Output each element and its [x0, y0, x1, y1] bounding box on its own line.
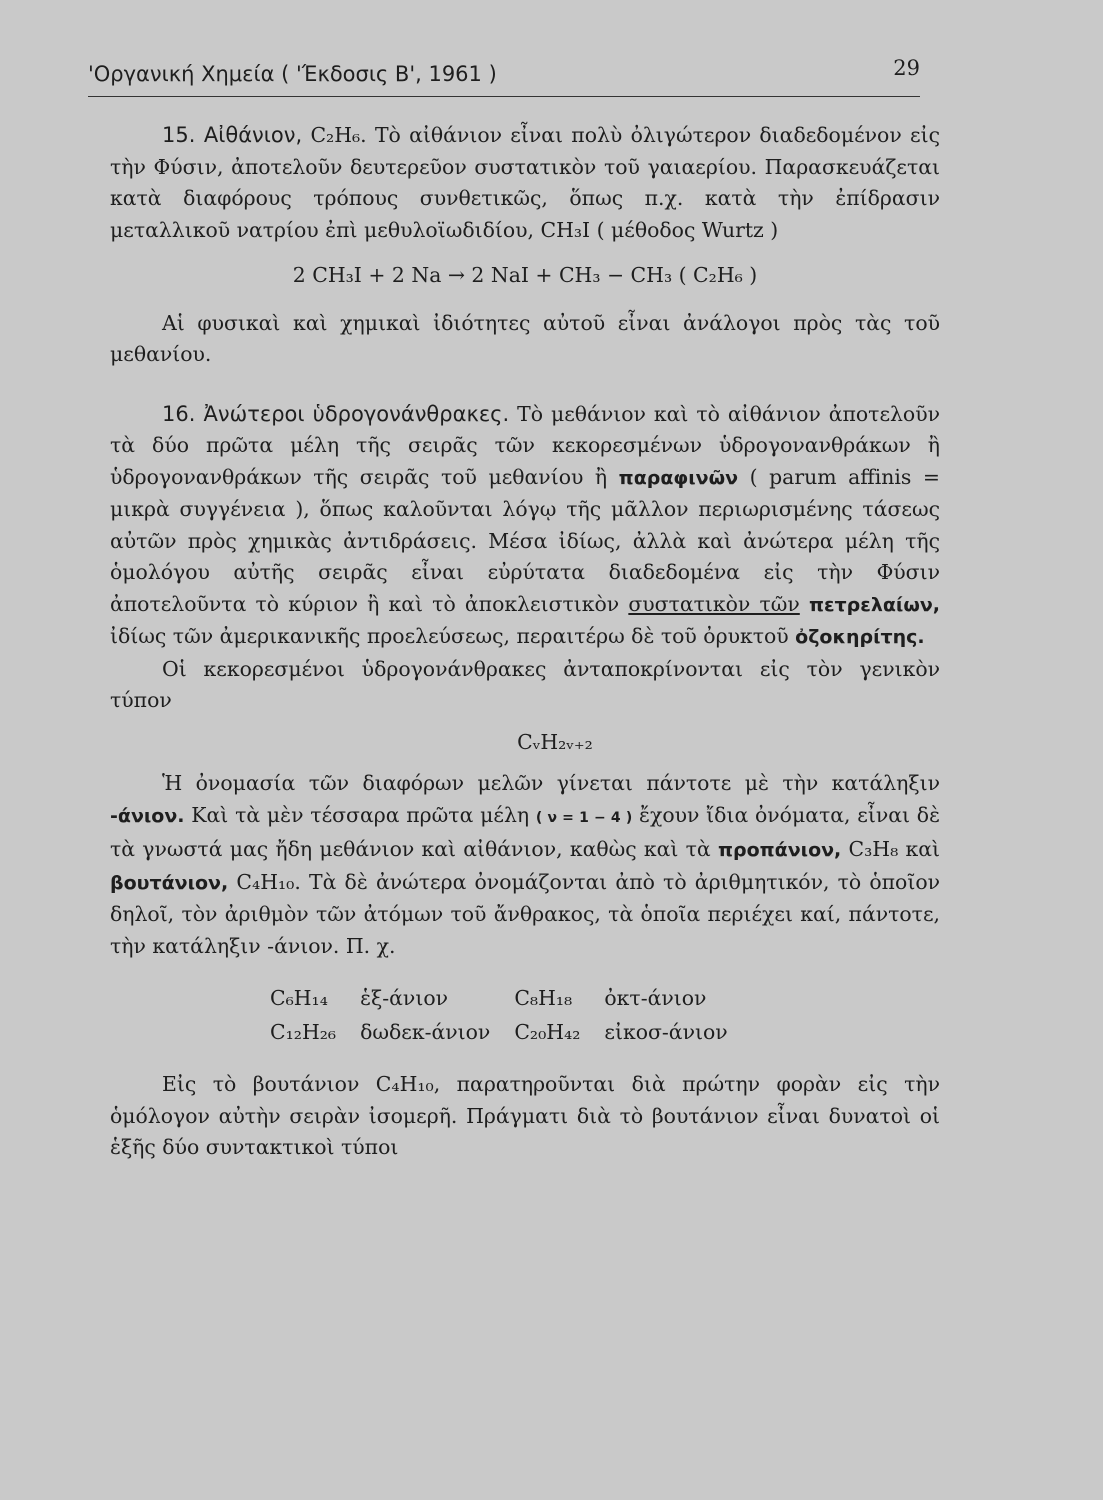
section-15-heading: 15. Αἰθάνιον, — [162, 123, 303, 147]
propane-formula: C₃H₈ — [848, 837, 899, 861]
name-cell: δωδεκ-άνιον — [360, 1019, 491, 1044]
name-cell: ὀκτ-άνιον — [604, 986, 707, 1010]
section-15-closing: Αἱ φυσικαὶ καὶ χημικαὶ ἰδιότητες αὐτοῦ εἶναι ἀνάλογοι πρὸς τὰς τοῦ μεθανίου. — [110, 310, 940, 366]
term-butane: βουτάνιον, — [110, 871, 229, 894]
term-propane: προπάνιον, — [717, 839, 842, 861]
term-suffix-anion: -άνιον. — [110, 804, 185, 827]
section-16-text-3: ἰδίως τῶν ἀμερικανικῆς προελεύσεως, περαιτέρω δὲ τοῦ ὀρυκτοῦ — [110, 624, 789, 648]
range-note: ( ν = 1 − 4 ) — [535, 809, 633, 826]
general-type-paragraph: Οἱ κεκορεσμένοι ὑδρογονάνθρακες ἀνταποκρίνονται εἰς τὸν γενικὸν τύπον — [110, 656, 940, 712]
term-paraffins: παραφινῶν — [618, 466, 739, 489]
name-cell: εἰκοσ-άνιον — [604, 1019, 728, 1044]
general-formula: CᵥH₂ᵥ₊₂ — [517, 729, 593, 754]
formula-cell: C₈H₁₈ — [514, 986, 573, 1010]
formula-cell: C₁₂H₂₆ — [270, 1019, 337, 1044]
section-16-heading: 16. Ἀνώτεροι ὑδρογονάνθρακες. — [162, 401, 510, 426]
formula-cell: C₂₀H₄₂ — [514, 1019, 581, 1044]
header-title: 'Οργανική Χημεία ( 'Έκδοσις Β', 1961 ) — [88, 62, 497, 86]
butane-formula: C₄H₁₀. — [236, 869, 301, 894]
alkane-names-table — [270, 982, 752, 1049]
name-cell: ἑξ-άνιον — [360, 986, 448, 1010]
wurtz-equation: 2 CH₃I + 2 Na → 2 NaI + CH₃ − CH₃ ( C₂H₆ ) — [292, 263, 758, 287]
ethane-formula: C₂H₆. — [310, 123, 367, 147]
naming-paragraph — [110, 768, 940, 962]
butane-isomers-paragraph: Εἰς τὸ βουτάνιον C₄H₁₀, παρατηροῦνται διὰ πρώτην φορὰν εἰς τὴν ὁμόλογον αὐτὴν σειρὰν ἰσομερῆ. Πράγματι διὰ τὸ βουτάνιον εἶναι δυνατοὶ οἱ ἑξῆς δύο συντακτικοὶ τύποι — [110, 1072, 940, 1159]
running-header — [88, 56, 920, 97]
term-ozokerite: ὀζοκηρίτης. — [795, 626, 925, 648]
term-petroleum: πετρελαίων, — [808, 593, 940, 616]
underlined-phrase: συστατικὸν τῶν — [628, 591, 800, 616]
main-text — [110, 120, 940, 1164]
page-number: 29 — [893, 56, 920, 80]
naming-text-4: Τὰ δὲ ἀνώτερα ὀνομάζονται ἀπὸ τὸ ἀριθμητικόν, τὸ ὁποῖον δηλοῖ, τὸν ἀριθμὸν τῶν ἀτόμων τοῦ ἄνθρακος, τὰ ὁποῖα περιέχει καί, πάντοτε, τὴν κατάληξιν -άνιον. Π. χ. — [110, 869, 940, 958]
section-15-text: Τὸ αἰθάνιον εἶναι πολὺ ὀλιγώτερον διαδεδομένον εἰς τὴν Φύσιν, ἀποτελοῦν δευτερεῦον συστατικὸν τοῦ γαιαερίου. Παρασκευάζεται κατὰ διαφόρους τρόπους συνθετικῶς, ὅπως π.χ. κατὰ τὴν ἐπίδρασιν μεταλλικοῦ νατρίου ἐπὶ μεθυλοϊωδιδίου, CH₃I ( μέθοδος Wurtz ) — [110, 123, 940, 242]
naming-text-3: ἔχουν ἴδια ὀνόματα, εἶναι δὲ τὰ γνωστά μας ἤδη μεθάνιον καὶ αἰθάνιον, καθὼς καὶ τὰ — [110, 802, 941, 861]
naming-text-1: Ἡ ὀνομασία τῶν διαφόρων μελῶν γίνεται πάντοτε μὲ τὴν κατάληξιν — [162, 771, 940, 795]
table-row — [270, 982, 752, 1016]
formula-cell: C₆H₁₄ — [270, 986, 328, 1010]
section-15-paragraph — [110, 120, 940, 246]
section-16-text-1: Τὸ μεθάνιον καὶ τὸ αἰθάνιον ἀποτελοῦν τὰ δύο πρῶτα μέλη τῆς σειρᾶς τῶν κεκορεσμένων ὑδρογονανθράκων ἢ ὑδρογονανθράκων τῆς σειρᾶς τοῦ μεθανίου ἢ — [110, 401, 940, 489]
naming-conjunction: καὶ — [905, 837, 941, 861]
table-row — [270, 1016, 752, 1050]
section-16-text-2: ( parum affinis = μικρὰ συγγένεια ), ὅπως καλοῦνται λόγῳ τῆς μᾶλλον περιωρισμένης τάσεως αὐτῶν πρὸς χημικὰς ἀντιδράσεις. Μέσα ἰδίως, ἀλλὰ καὶ ἀνώτερα μέλη τῆς ὁμολόγου αὐτῆς σειρᾶς εἶναι εὐρύτατα διαδεδομένα εἰς τὴν Φύσιν ἀποτελοῦντα τὸ κύριον ἢ καὶ τὸ ἀποκλειστικὸν — [110, 464, 940, 616]
section-16-paragraph — [110, 399, 940, 654]
naming-text-2: Καὶ τὰ μὲν τέσσαρα πρῶτα μέλη — [191, 802, 530, 827]
